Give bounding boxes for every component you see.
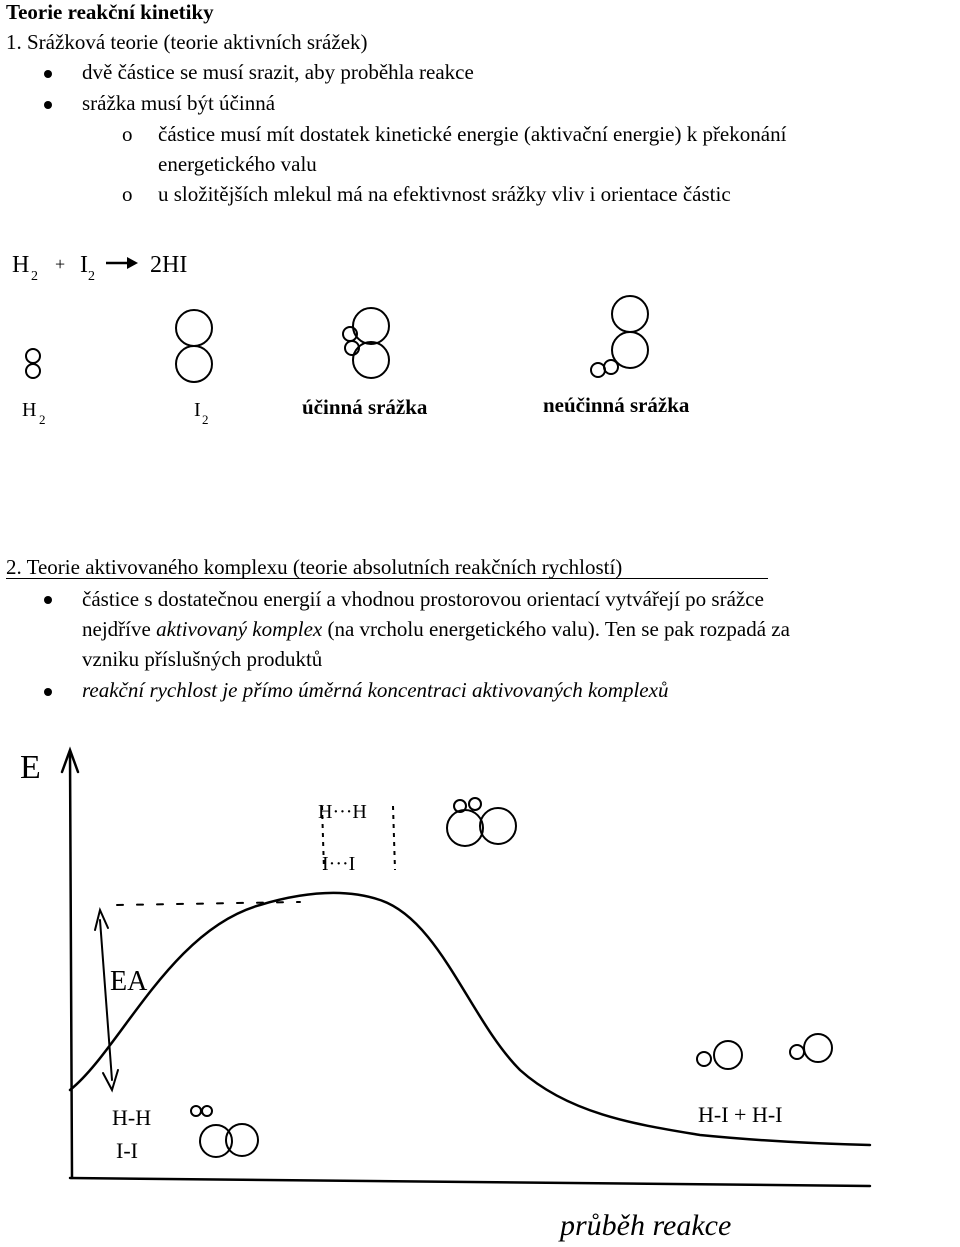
svg-text:2: 2 <box>39 412 46 427</box>
sub-bullet-icon: o <box>122 182 133 206</box>
bullet-icon <box>44 101 52 109</box>
i2-label: I <box>194 399 201 421</box>
x-axis-label: průběh reakce <box>560 1209 732 1242</box>
page-title: Teorie reakční kinetiky <box>6 0 214 24</box>
ea-label: EA <box>110 966 148 997</box>
reaction-equation <box>12 252 187 284</box>
x-axis <box>70 1178 870 1186</box>
svg-text:2: 2 <box>31 269 38 284</box>
y-axis-label: E <box>20 749 41 786</box>
section2-heading: 2. Teorie aktivovaného komplexu (teorie absolutních reakčních rychlostí) <box>6 555 623 579</box>
product-molecules-icon <box>697 1034 832 1069</box>
reactant-molecules-icon <box>191 1106 258 1157</box>
reactants-top-label: H-H <box>112 1105 152 1130</box>
ineffective-collision-drawing <box>591 296 648 377</box>
svg-text:2: 2 <box>202 412 209 427</box>
section1-sub-1: částice musí mít dostatek kinetické energie (aktivační energie) k překonání <box>158 122 787 146</box>
section2-bullet-1-line1: částice s dostatečnou energií a vhodnou prostorovou orientací vytvářejí po srážce <box>82 587 764 611</box>
section1-heading: 1. Srážková teorie (teorie aktivních srážek) <box>6 30 368 54</box>
section1-bullet-1: dvě částice se musí srazit, aby proběhla reakce <box>82 60 474 84</box>
reactants-bottom-label: I-I <box>116 1138 138 1163</box>
bullet-icon <box>44 688 52 696</box>
energy-diagram <box>0 730 960 1247</box>
section2-bullet-1-line2: nejdříve aktivovaný komplex (na vrcholu energetického valu). Ten se pak rozpadá za <box>82 617 790 641</box>
bullet-icon <box>44 596 52 604</box>
activated-complex-term: aktivovaný komplex <box>156 617 323 641</box>
svg-text:2: 2 <box>88 269 95 284</box>
i2-molecule <box>176 310 212 382</box>
y-axis <box>70 752 72 1178</box>
heading-underline <box>6 578 768 579</box>
section1-bullet-2: srážka musí být účinná <box>82 91 276 115</box>
ineffective-collision-label: neúčinná srážka <box>543 393 690 417</box>
h2-molecule <box>26 349 40 378</box>
svg-text:H: H <box>12 252 30 278</box>
bullet-icon <box>44 70 52 78</box>
complex-bottom-label: I···I <box>322 853 356 875</box>
section2-bullet-1-line3: vzniku příslušných produktů <box>82 647 323 671</box>
section1-sub-1-cont: energetického valu <box>158 152 317 176</box>
sub-bullet-icon: o <box>122 122 133 146</box>
svg-text:+: + <box>55 254 66 274</box>
section1-sub-2: u složitějších mlekul má na efektivnost srážky vliv i orientace částic <box>158 182 731 206</box>
arrow-head-icon <box>127 257 138 269</box>
products-label: H-I + H-I <box>698 1102 783 1127</box>
h2-label: H <box>22 399 37 421</box>
complex-top-label: H···H <box>318 801 367 823</box>
section2-bullet-2: reakční rychlost je přímo úměrná koncentraci aktivovaných komplexů <box>82 678 669 702</box>
svg-text:2HI: 2HI <box>150 252 188 278</box>
complex-molecules-icon <box>447 798 516 846</box>
effective-collision-label: účinná srážka <box>302 395 428 419</box>
effective-collision-drawing <box>343 308 389 378</box>
collision-figure <box>0 230 760 440</box>
svg-text:I: I <box>80 252 88 278</box>
